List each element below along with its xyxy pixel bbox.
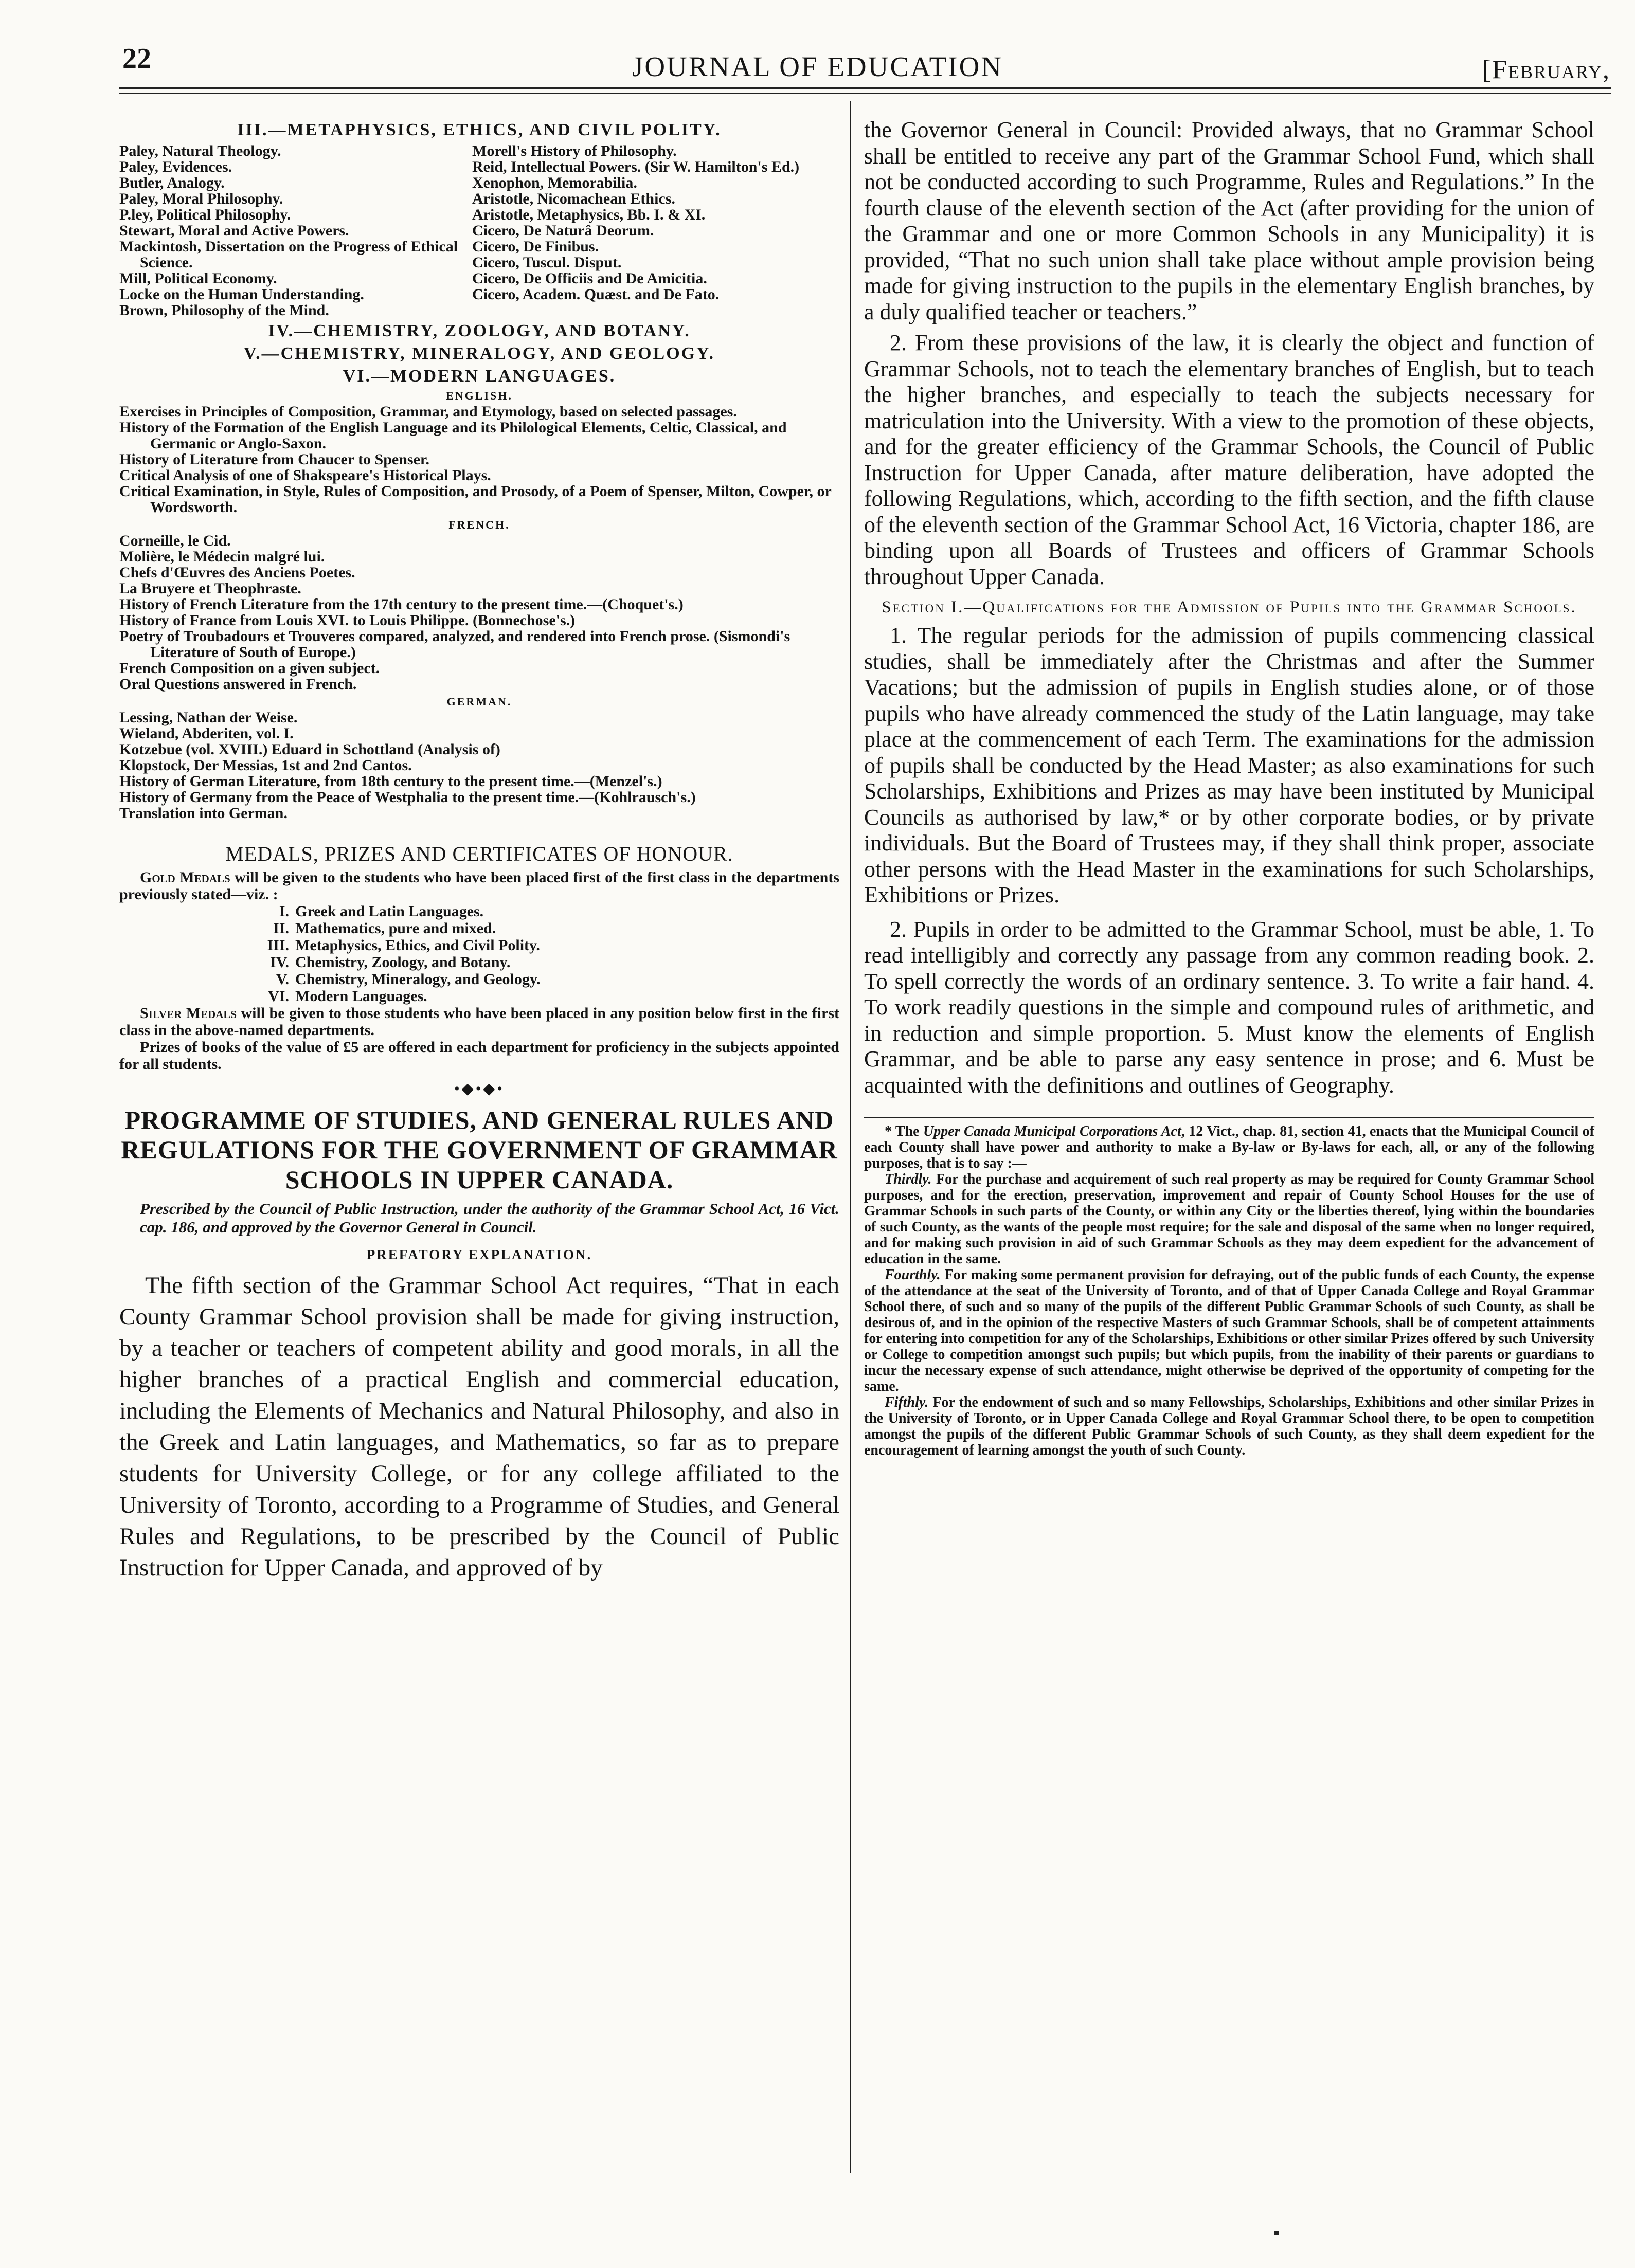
footnote-label: Thirdly. xyxy=(885,1171,932,1187)
section-i-paragraph-2: 2. Pupils in order to be admitted to the Grammar School, must be able, 1. To read intelligibly and correctly any passage from any common reading book. 2. To spell correctly the words of an ordinary sentence. 3. To write a fair hand. 4. To work readily questions in the simple and compound rules of arithmetic, and in reduction and simple proportion. 5. Must know the elements of English Grammar, and be able to parse any easy sentence in prose; and 6. Must be acquainted with the definitions and outlines of Geography. xyxy=(864,916,1594,1098)
list-item: History of French Literature from the 17th century to the present time.—(Choquet's.) xyxy=(119,596,684,613)
medals-heading: MEDALS, PRIZES AND CERTIFICATES OF HONOUR. xyxy=(225,842,733,865)
silver-medals-paragraph xyxy=(119,1005,839,1039)
silver-medals-text: will be given to those students who have been placed in any position below first in the first class in the above-named departments. xyxy=(119,1005,839,1039)
list-item: Xenophon, Memorabilia. xyxy=(472,174,637,191)
print-speck xyxy=(1274,2231,1279,2235)
list-item: Aristotle, Nicomachean Ethics. xyxy=(472,190,675,207)
list-item: Exercises in Principles of Composition, Grammar, and Etymology, based on selected passages. xyxy=(119,403,737,420)
list-item: Brown, Philosophy of the Mind. xyxy=(119,302,329,319)
list-item: French Composition on a given subject. xyxy=(119,660,380,677)
list-item xyxy=(119,920,839,937)
footnote-text: For the purchase and acquirement of such real property as may be required for County Grammar School purposes, and for the erection, preservation, improvement and repair of County School Houses for the use of Grammar Schools in such parts of the County, or within any City or the liberties thereof, lying within the boundaries of such County, as the wants of the people most require; for the sale and disposal of the same when no longer required, and for making such provision in aid of such Grammar Schools as they may deem expedient for the advancement of education in the same. xyxy=(864,1171,1594,1267)
list-item: History of the Formation of the English Language and its Philological Elements, Celtic, Classical, and Germanic or Anglo-Saxon. xyxy=(119,419,787,452)
list-text: Chemistry, Zoology, and Botany. xyxy=(295,954,511,971)
metaphysics-reading-list xyxy=(119,143,839,318)
list-text: Chemistry, Mineralogy, and Geology. xyxy=(295,971,541,988)
list-item: History of Literature from Chaucer to Spenser. xyxy=(119,451,429,468)
footnote-paragraph xyxy=(864,1394,1594,1458)
prescribed-by-note: Prescribed by the Council of Public Instruction, under the authority of the Grammar School Act, 16 Vict. cap. 186, and approved by the Governor General in Council. xyxy=(140,1200,839,1236)
footnote-text: , 12 Vict., chap. 81, section 41, enacts that the Municipal Council of each County shall have power and authority to make a By-law or By-laws for each, all, or any of the following purposes, that is to say :— xyxy=(864,1123,1594,1171)
section-heading-chemistry-zoology: IV.—CHEMISTRY, ZOOLOGY, AND BOTANY. xyxy=(268,321,691,340)
list-item: Cicero, Tuscul. Disput. xyxy=(472,254,622,271)
list-item: Translation into German. xyxy=(119,805,288,822)
section-heading-chemistry-mineralogy: V.—CHEMISTRY, MINERALOGY, AND GEOLOGY. xyxy=(243,344,715,363)
metaphysics-list-col1 xyxy=(119,143,472,318)
list-item: Cicero, De Finibus. xyxy=(472,238,599,255)
metaphysics-list-col2 xyxy=(472,143,832,318)
list-item: La Bruyere et Theophraste. xyxy=(119,580,301,597)
list-item xyxy=(119,954,839,971)
header-rule-thin xyxy=(119,93,1611,94)
list-item: Corneille, le Cid. xyxy=(119,532,231,549)
list-item: Mackintosh, Dissertation on the Progress of Ethical Science. xyxy=(119,238,458,271)
list-number: IV. xyxy=(270,954,289,971)
subheading-english: ENGLISH. xyxy=(446,389,513,402)
list-item: Klopstock, Der Messias, 1st and 2nd Cantos. xyxy=(119,757,412,774)
subheading-german: GERMAN. xyxy=(446,695,512,708)
list-item: Lessing, Nathan der Weise. xyxy=(119,709,298,726)
footnote-label: Fourthly. xyxy=(885,1267,941,1283)
programme-title: PROGRAMME OF STUDIES, AND GENERAL RULES AND REGULATIONS FOR THE GOVERNMENT OF GRAMMAR SCHOOLS IN UPPER CANADA. xyxy=(121,1105,838,1194)
ornament-divider: •◆•◆• xyxy=(454,1080,505,1097)
footnote-label: Fifthly. xyxy=(885,1394,929,1410)
section-i-paragraph-1: 1. The regular periods for the admission of pupils commencing classical studies, shall be immediately after the Christmas and after the Summer Vacations; but the admission of pupils in English studies alone, or of those pupils who have already commenced the study of the Latin language, may take place at the commencement of each Term. The examinations for the admission of pupils shall be conducted by the Head Master; as also examinations for such Scholarships, Exhibitions and Prizes as may have been instituted by Municipal Councils as authorised by law,* or by other corporate bodies, or by private individuals. But the Board of Trustees may, if they shall think proper, associate other persons with the Head Master in the examinations for such Scholarships, Exhibitions or Prizes. xyxy=(864,623,1594,908)
list-item: History of German Literature, from 18th century to the present time.—(Menzel's.) xyxy=(119,773,662,790)
header-rule xyxy=(119,87,1611,89)
footnote-marker-text: * The xyxy=(885,1123,924,1139)
list-item: Critical Examination, in Style, Rules of Composition, and Prosody, of a Poem of Spenser, Milton, Cowper, or Wordsworth. xyxy=(119,483,832,516)
continuation-paragraph: the Governor General in Council: Provided always, that no Grammar School shall be entitled to receive any part of the Grammar School Fund, which shall not be conducted according to such Programme, Rules and Regulations.” In the fourth clause of the eleventh section of the Act (after providing for the union of the Grammar and one or more Common Schools in any Municipality) it is provided, “That no such union shall take place without ample provision being made for giving instruction to the pupils in the elementary English branches, by a duly qualified teacher or teachers.” xyxy=(864,117,1594,324)
prefatory-heading: PREFATORY EXPLANATION. xyxy=(366,1247,592,1262)
list-item: Paley, Evidences. xyxy=(119,158,232,175)
list-item: Oral Questions answered in French. xyxy=(119,676,357,693)
list-number: V. xyxy=(276,971,289,988)
list-item: History of Germany from the Peace of Westphalia to the present time.—(Kohlrausch's.) xyxy=(119,789,696,806)
list-item: Molière, le Médecin malgré lui. xyxy=(119,548,325,565)
list-text: Modern Languages. xyxy=(295,988,427,1005)
list-number: III. xyxy=(267,937,289,954)
list-item: Critical Analysis of one of Shakspeare's Historical Plays. xyxy=(119,467,491,484)
act-title: Upper Canada Municipal Corporations Act xyxy=(923,1123,1181,1139)
list-item xyxy=(119,937,839,954)
list-item: Stewart, Moral and Active Powers. xyxy=(119,222,349,239)
list-text: Metaphysics, Ethics, and Civil Polity. xyxy=(295,937,540,954)
list-number: VI. xyxy=(268,988,289,1005)
prizes-paragraph: Prizes of books of the value of £5 are offered in each department for proficiency in the subjects appointed for all students. xyxy=(119,1039,839,1073)
footnote-paragraph xyxy=(864,1171,1594,1267)
list-text: Greek and Latin Languages. xyxy=(295,903,484,920)
medal-department-list xyxy=(119,903,839,1005)
gold-medals-paragraph xyxy=(119,869,839,903)
paragraph-2: 2. From these provisions of the law, it is clearly the object and function of Grammar Schools, not to teach the elementary branches of English, but to teach the higher branches, and especially to teach the subjects necessary for matriculation into the University. With a view to the promotion of these objects, and for the greater efficiency of the Grammar Schools, the Council of Public Instruction for Upper Canada, after mature deliberation, have adopted the following Regulations, which, according to the fifth section, and the fifth clause of the eleventh section of the Grammar School Act, 16 Victoria, chapter 186, are binding upon all Boards of Trustees and officers of Grammar Schools throughout Upper Canada. xyxy=(864,330,1594,589)
footnote-text: For the endowment of such and so many Fellowships, Scholarships, Exhibitions and other similar Prizes in the University of Toronto, or in Upper Canada College and Royal Grammar School there, to be open to competition amongst the pupils of the different Public Grammar Schools of such County, as they shall deem expedient for the encouragement of learning amongst the youth of such County. xyxy=(864,1394,1594,1458)
gold-medals-label: Gold Medals xyxy=(140,869,230,886)
list-item: Cicero, De Naturâ Deorum. xyxy=(472,222,654,239)
list-item xyxy=(119,971,839,988)
list-item: History of France from Louis XVI. to Louis Philippe. (Bonnechose's.) xyxy=(119,612,576,629)
list-item: Locke on the Human Understanding. xyxy=(119,286,364,303)
list-item: Morell's History of Philosophy. xyxy=(472,142,677,159)
prefatory-paragraph: The fifth section of the Grammar School Act requires, “That in each County Grammar School provision shall be made for giving instruction, by a teacher or teachers of competent ability and good morals, in all the higher branches of a practical English and commercial education, including the Elements of Mechanics and Natural Philosophy, and also in the Greek and Latin languages, and Mathematics, so far as to prepare students for University College, or for any college affiliated to the University of Toronto, according to a Programme of Studies, and General Rules and Regulations, to be prescribed by the Council of Public Instruction for Upper Canada, and approved of by xyxy=(119,1272,839,1581)
section-i-heading: Section I.—Qualifications for the Admission of Pupils into the Grammar Schools. xyxy=(882,598,1577,616)
footnote-paragraph xyxy=(864,1123,1594,1171)
list-number: II. xyxy=(273,920,289,937)
footnote-text: For making some permanent provision for defraying, out of the public funds of each County, the expense of the attendance at the seat of the University of Toronto, and of that of Upper Canada College and Royal Grammar School there, of such and so many of the pupils of the different Public Grammar Schools of such County, as shall be desirous of, and in the opinion of the respective Masters of such Grammar Schools, shall be of competent attainments for entering into competition for any of the Scholarships, Exhibitions or other similar Prizes offered by such University or College to competition amongst such pupils; but which pupils, from the inability of their parents or guardians to incur the necessary expense of such attendance, might otherwise be deprived of the opportunity of competing for the same. xyxy=(864,1267,1594,1394)
footnote-paragraph xyxy=(864,1267,1594,1394)
page-number: 22 xyxy=(122,43,151,75)
silver-medals-label: Silver Medals xyxy=(140,1005,237,1022)
list-item: Cicero, Academ. Quæst. and De Fato. xyxy=(472,286,720,303)
list-item: Wieland, Abderiten, vol. I. xyxy=(119,725,294,742)
list-item: Reid, Intellectual Powers. (Sir W. Hamilton's Ed.) xyxy=(472,158,800,175)
gold-medals-text: will be given to the students who have been placed first of the first class in the departments previously stated—viz. : xyxy=(119,869,839,903)
list-item: Cicero, De Officiis and De Amicitia. xyxy=(472,270,707,287)
issue-month: [February, xyxy=(1482,55,1610,84)
list-number: I. xyxy=(279,903,289,920)
column-divider xyxy=(850,101,851,2173)
list-item: Butler, Analogy. xyxy=(119,174,225,191)
list-item xyxy=(119,903,839,920)
journal-title: JOURNAL OF EDUCATION xyxy=(632,51,1003,82)
list-item xyxy=(119,988,839,1005)
section-heading-metaphysics: III.—METAPHYSICS, ETHICS, AND CIVIL POLITY. xyxy=(237,120,722,139)
footnote-rule xyxy=(864,1117,1594,1118)
list-item: Paley, Moral Philosophy. xyxy=(119,190,283,207)
list-item: P.ley, Political Philosophy. xyxy=(119,206,291,223)
list-item: Mill, Political Economy. xyxy=(119,270,277,287)
left-column xyxy=(119,117,839,1584)
list-item: Aristotle, Metaphysics, Bb. I. & XI. xyxy=(472,206,706,223)
list-text: Mathematics, pure and mixed. xyxy=(295,920,496,937)
list-item: Kotzebue (vol. XVIII.) Eduard in Schottland (Analysis of) xyxy=(119,741,500,758)
list-item: Chefs d'Œuvres des Anciens Poetes. xyxy=(119,564,355,581)
section-heading-modern-languages: VI.—MODERN LANGUAGES. xyxy=(343,367,616,386)
subheading-french: FRENCH. xyxy=(448,518,510,531)
list-item: Paley, Natural Theology. xyxy=(119,142,281,159)
right-column xyxy=(864,117,1594,1458)
list-item: Poetry of Troubadours et Trouveres compared, analyzed, and rendered into French prose. (Sismondi's Literature of South of Europe.) xyxy=(119,628,790,661)
